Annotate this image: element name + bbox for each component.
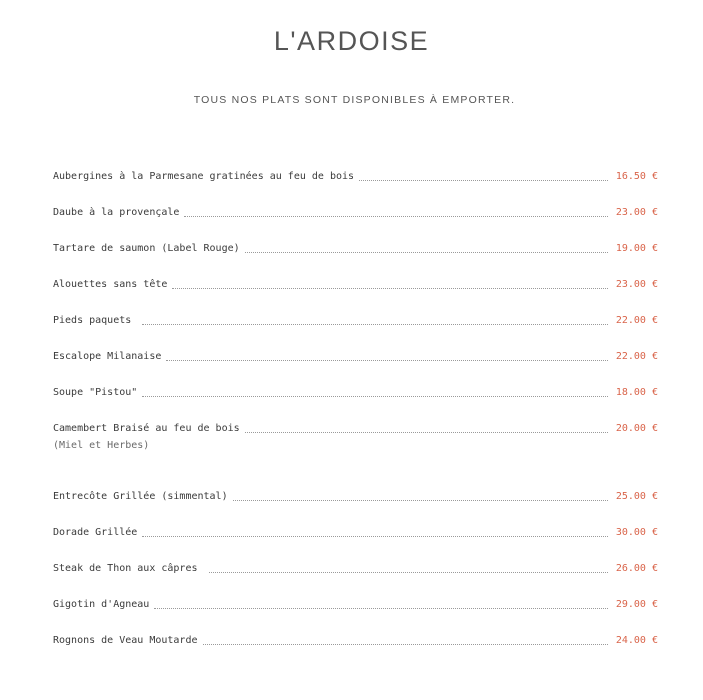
menu-item-name: Tartare de saumon (Label Rouge) bbox=[53, 243, 240, 254]
dotted-leader bbox=[245, 431, 608, 433]
menu-item bbox=[53, 598, 658, 634]
menu-item-name: Entrecôte Grillée (simmental) bbox=[53, 491, 228, 502]
menu-item-price: 18.00 € bbox=[615, 387, 658, 398]
menu-item bbox=[53, 634, 658, 670]
menu-item-name: Gigotin d'Agneau bbox=[53, 599, 150, 610]
menu-item bbox=[53, 490, 658, 526]
menu-item bbox=[53, 526, 658, 562]
menu-item-name: Dorade Grillée bbox=[53, 527, 138, 538]
menu-item bbox=[53, 206, 658, 242]
dotted-leader bbox=[184, 215, 607, 217]
takeaway-notice: TOUS NOS PLATS SONT DISPONIBLES À EMPORTER. bbox=[193, 94, 516, 106]
menu-item-price: 30.00 € bbox=[615, 527, 658, 538]
dotted-leader bbox=[142, 323, 608, 325]
dotted-leader bbox=[209, 571, 608, 573]
menu-item-name: Escalope Milanaise bbox=[53, 351, 162, 362]
page-title: L'ARDOISE bbox=[273, 26, 430, 56]
dotted-leader bbox=[245, 251, 608, 253]
menu-item bbox=[53, 386, 658, 422]
menu-item-name: Rognons de Veau Moutarde bbox=[53, 635, 198, 646]
menu-item-name: Camembert Braisé au feu de bois bbox=[53, 423, 240, 434]
menu-item-name: Steak de Thon aux câpres bbox=[53, 563, 204, 574]
menu-item-name: Daube à la provençale bbox=[53, 207, 180, 218]
menu-item-price: 26.00 € bbox=[615, 563, 658, 574]
menu-item-price: 16.50 € bbox=[615, 171, 658, 182]
menu-item bbox=[53, 422, 658, 490]
menu-item-price: 23.00 € bbox=[615, 207, 658, 218]
menu-item-price: 22.00 € bbox=[615, 351, 658, 362]
dotted-leader bbox=[359, 179, 608, 181]
menu-list bbox=[53, 170, 658, 670]
menu-item-price: 23.00 € bbox=[615, 279, 658, 290]
menu-item-price: 20.00 € bbox=[615, 423, 658, 434]
dotted-leader bbox=[142, 395, 608, 397]
menu-item bbox=[53, 562, 658, 598]
menu-item-name: Alouettes sans tête bbox=[53, 279, 168, 290]
menu-item-note: (Miel et Herbes) bbox=[53, 440, 150, 451]
menu-item bbox=[53, 314, 658, 350]
menu-item bbox=[53, 242, 658, 278]
menu-item-name: Pieds paquets bbox=[53, 315, 138, 326]
dotted-leader bbox=[172, 287, 607, 289]
menu-item-name: Aubergines à la Parmesane gratinées au feu de bois bbox=[53, 171, 355, 182]
menu-item bbox=[53, 278, 658, 314]
dotted-leader bbox=[142, 535, 608, 537]
menu-item-name: Soupe "Pistou" bbox=[53, 387, 138, 398]
menu-item-price: 25.00 € bbox=[615, 491, 658, 502]
menu-item-price: 24.00 € bbox=[615, 635, 658, 646]
dotted-leader bbox=[154, 607, 608, 609]
dotted-leader bbox=[166, 359, 607, 361]
dotted-leader bbox=[203, 643, 608, 645]
menu-item-price: 19.00 € bbox=[615, 243, 658, 254]
menu-item bbox=[53, 350, 658, 386]
dotted-leader bbox=[233, 499, 608, 501]
menu-item-price: 29.00 € bbox=[615, 599, 658, 610]
menu-item bbox=[53, 170, 658, 206]
menu-item-price: 22.00 € bbox=[615, 315, 658, 326]
